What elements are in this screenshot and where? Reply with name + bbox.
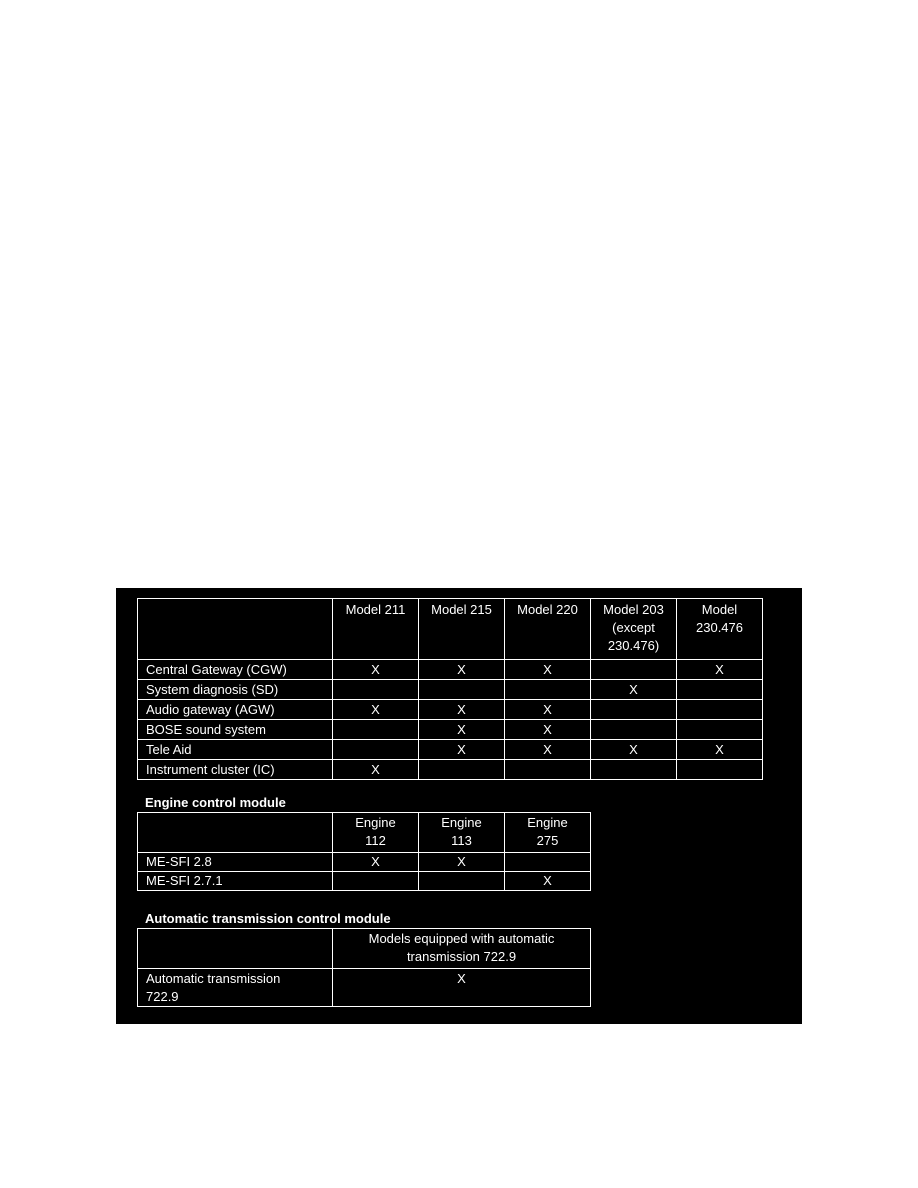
engine-section-title: Engine control module bbox=[145, 795, 286, 810]
table-row bbox=[138, 969, 591, 1007]
cell-mark: X bbox=[505, 660, 591, 680]
cell-mark bbox=[505, 853, 591, 872]
cell-mark: X bbox=[419, 700, 505, 720]
cell-mark bbox=[591, 660, 677, 680]
cell-mark: X bbox=[505, 700, 591, 720]
transmission-section-title: Automatic transmission control module bbox=[145, 911, 391, 926]
table-row bbox=[138, 740, 763, 760]
cell-mark: X bbox=[505, 720, 591, 740]
cell-mark: X bbox=[333, 700, 419, 720]
cell-mark bbox=[677, 720, 763, 740]
control-module-model-table bbox=[137, 598, 763, 780]
header-model-215: Model 215 bbox=[419, 599, 505, 660]
row-label: ME-SFI 2.7.1 bbox=[138, 872, 333, 891]
header-cell-blank bbox=[138, 599, 333, 660]
header-model-211: Model 211 bbox=[333, 599, 419, 660]
table-row bbox=[138, 760, 763, 780]
header-engine-113: Engine 113 bbox=[419, 813, 505, 853]
header-model-220: Model 220 bbox=[505, 599, 591, 660]
header-model-203: Model 203 (except 230.476) bbox=[591, 599, 677, 660]
header-model-230476: Model 230.476 bbox=[677, 599, 763, 660]
cell-mark: X bbox=[333, 853, 419, 872]
row-label: BOSE sound system bbox=[138, 720, 333, 740]
cell-mark bbox=[677, 700, 763, 720]
row-label: Central Gateway (CGW) bbox=[138, 660, 333, 680]
table-row bbox=[138, 720, 763, 740]
cell-mark: X bbox=[419, 853, 505, 872]
cell-mark: X bbox=[419, 660, 505, 680]
table-header-row bbox=[138, 813, 591, 853]
header-cell-blank bbox=[138, 813, 333, 853]
cell-mark bbox=[591, 760, 677, 780]
table-row bbox=[138, 660, 763, 680]
cell-mark bbox=[419, 760, 505, 780]
cell-mark bbox=[419, 680, 505, 700]
cell-mark bbox=[505, 680, 591, 700]
cell-mark: X bbox=[333, 969, 591, 1007]
table-header-row bbox=[138, 599, 763, 660]
cell-mark bbox=[333, 720, 419, 740]
row-label: Instrument cluster (IC) bbox=[138, 760, 333, 780]
row-label: System diagnosis (SD) bbox=[138, 680, 333, 700]
header-engine-275: Engine 275 bbox=[505, 813, 591, 853]
header-cell-blank bbox=[138, 929, 333, 969]
row-label: Tele Aid bbox=[138, 740, 333, 760]
table-row bbox=[138, 853, 591, 872]
cell-mark: X bbox=[333, 660, 419, 680]
cell-mark: X bbox=[505, 740, 591, 760]
cell-mark: X bbox=[419, 720, 505, 740]
cell-mark: X bbox=[591, 680, 677, 700]
cell-mark bbox=[333, 740, 419, 760]
cell-mark: X bbox=[677, 660, 763, 680]
header-engine-112: Engine 112 bbox=[333, 813, 419, 853]
module-overview-panel bbox=[116, 588, 802, 1024]
row-label: Automatic transmission 722.9 bbox=[138, 969, 333, 1007]
cell-mark: X bbox=[677, 740, 763, 760]
table-row bbox=[138, 872, 591, 891]
table-row bbox=[138, 700, 763, 720]
row-label: Audio gateway (AGW) bbox=[138, 700, 333, 720]
header-automatic-models: Models equipped with automatic transmission 722.9 bbox=[333, 929, 591, 969]
cell-mark: X bbox=[333, 760, 419, 780]
cell-mark bbox=[677, 760, 763, 780]
cell-mark bbox=[419, 872, 505, 891]
table-row bbox=[138, 680, 763, 700]
cell-mark: X bbox=[505, 872, 591, 891]
row-label: ME-SFI 2.8 bbox=[138, 853, 333, 872]
cell-mark: X bbox=[591, 740, 677, 760]
cell-mark bbox=[591, 720, 677, 740]
cell-mark bbox=[677, 680, 763, 700]
cell-mark bbox=[333, 872, 419, 891]
cell-mark bbox=[505, 760, 591, 780]
cell-mark bbox=[591, 700, 677, 720]
engine-control-module-table bbox=[137, 812, 591, 891]
transmission-control-module-table bbox=[137, 928, 591, 1007]
table-header-row bbox=[138, 929, 591, 969]
cell-mark bbox=[333, 680, 419, 700]
cell-mark: X bbox=[419, 740, 505, 760]
